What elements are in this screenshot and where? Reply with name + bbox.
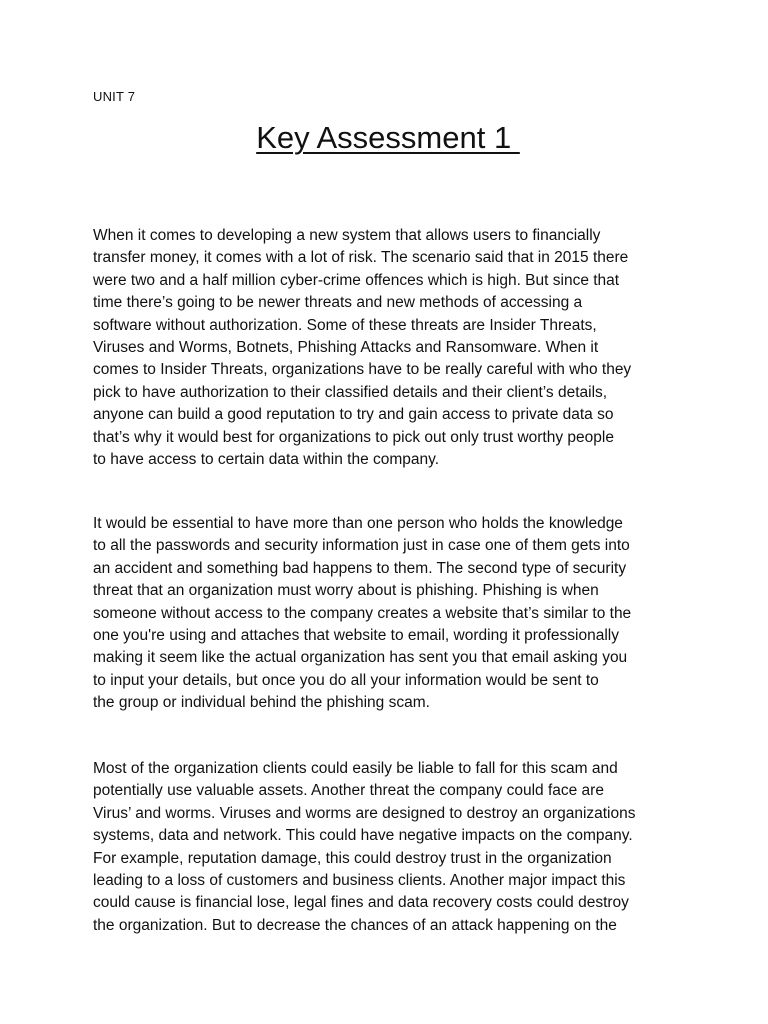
paragraph-3 (93, 758, 693, 937)
paragraph-line: comes to Insider Threats, organizations have to be really careful with who they (93, 361, 632, 379)
paragraph-line: to have access to certain data within the company. (93, 451, 440, 469)
paragraph-line: potentially use valuable assets. Another threat the company could face are (93, 782, 604, 800)
paragraph-line: an accident and something bad happens to them. The second type of security (93, 559, 627, 577)
paragraph-line: time there’s going to be newer threats and new methods of accessing a (93, 294, 583, 312)
paragraph-line: making it seem like the actual organization has sent you that email asking you (93, 649, 628, 667)
paragraph-line: the group or individual behind the phishing scam. (93, 694, 430, 712)
paragraph-line: Most of the organization clients could easily be liable to fall for this scam and (93, 760, 618, 777)
paragraph-1 (93, 225, 693, 471)
paragraph-line: transfer money, it comes with a lot of risk. The scenario said that in 2015 there (93, 249, 629, 267)
paragraph-line: software without authorization. Some of these threats are Insider Threats, (93, 316, 597, 334)
paragraph-line: that’s why it would best for organizations to pick out only trust worthy people (93, 428, 614, 446)
paragraph-line: to input your details, but once you do all your information would be sent to (93, 671, 599, 689)
paragraph-line: For example, reputation damage, this could destroy trust in the organization (93, 849, 612, 867)
paragraph-line: When it comes to developing a new system that allows users to financially (93, 227, 601, 244)
paragraph-line: pick to have authorization to their classified details and their client’s details, (93, 383, 608, 401)
paragraph-line: leading to a loss of customers and business clients. Another major impact this (93, 872, 626, 890)
paragraph-line: threat that an organization must worry about is phishing. Phishing is when (93, 582, 599, 600)
paragraph-line: one you're using and attaches that website to email, wording it professionally (93, 627, 619, 645)
paragraph-line: systems, data and network. This could have negative impacts on the company. (93, 827, 633, 845)
paragraph-line: It would be essential to have more than one person who holds the knowledge (93, 515, 623, 532)
paragraph-line: the organization. But to decrease the chances of an attack happening on the (93, 916, 617, 934)
paragraph-line: were two and a half million cyber-crime offences which is high. But since that (93, 271, 620, 289)
paragraph-line: Viruses and Worms, Botnets, Phishing Attacks and Ransomware. When it (93, 339, 599, 357)
unit-label: UNIT 7 (93, 89, 136, 104)
paragraph-line: someone without access to the company creates a website that’s similar to the (93, 604, 632, 622)
paragraph-line: could cause is financial lose, legal fines and data recovery costs could destroy (93, 894, 629, 912)
paragraph-line: Virus’ and worms. Viruses and worms are designed to destroy an organizations (93, 804, 636, 822)
paragraph-2 (93, 513, 693, 715)
page-title: Key Assessment 1 (256, 120, 520, 155)
paragraph-line: anyone can build a good reputation to try and gain access to private data so (93, 406, 614, 424)
paragraph-line: to all the passwords and security information just in case one of them gets into (93, 537, 630, 555)
